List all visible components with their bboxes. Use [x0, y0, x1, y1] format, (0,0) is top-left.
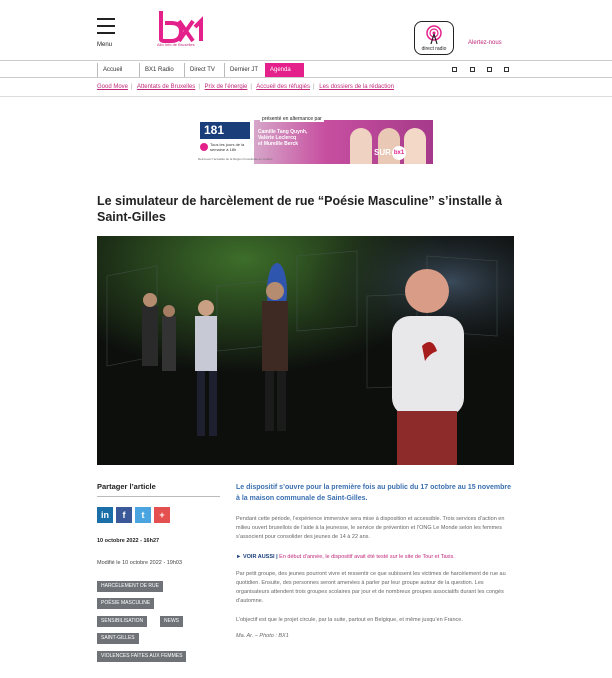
topic-link[interactable]: Attentats de Bruxelles	[136, 84, 196, 90]
see-also-label: ► VOIR AUSSI |	[236, 554, 278, 560]
tag[interactable]: POÉSIE MASCULINE	[97, 598, 154, 609]
tag[interactable]: SENSIBILISATION	[97, 616, 147, 627]
topics-bar: Good Move | Attentats de Bruxelles | Prix de l'énergie | Accueil des réfugiés | Les dossiers de la rédaction	[97, 84, 394, 90]
ad-number: 181	[200, 122, 250, 139]
topic-link[interactable]: Prix de l'énergie	[204, 84, 248, 90]
tab-accueil[interactable]: Accueil	[97, 63, 127, 77]
site-header	[0, 0, 612, 60]
modified-date: Modifié le 10 octobre 2022 - 19h03	[97, 560, 183, 566]
publish-date: 10 octobre 2022 - 16h27	[97, 538, 160, 544]
topic-link[interactable]: Accueil des réfugiés	[256, 84, 310, 90]
ad-bx1-logo: bx1	[392, 146, 406, 160]
search-icon[interactable]	[452, 67, 457, 72]
logo-subtitle: Allo Info de Bruxelles	[157, 42, 195, 47]
see-also	[236, 553, 516, 562]
tag[interactable]: VIOLENCES FAITES AUX FEMMES	[97, 651, 186, 662]
share-icon[interactable]	[487, 67, 492, 72]
topic-link[interactable]: Good Move	[97, 84, 129, 90]
more-share-icon[interactable]: +	[154, 507, 170, 523]
tag[interactable]: SAINT-GILLES	[97, 633, 139, 644]
account-icon[interactable]	[470, 67, 475, 72]
settings-icon[interactable]	[504, 67, 509, 72]
ad-footer-text: Retrouvez l'actualité de la Région bruxelloise en continu	[198, 157, 273, 161]
bx1-dot-icon	[200, 143, 208, 151]
tag[interactable]: HARCÈLEMENT DE RUE	[97, 581, 163, 592]
article-paragraph: Pendant cette période, l’expérience immersive sera mise à disposition et accessible. Trois services d’action en milieu ouvert bruxellois de l’aide à la jeunesse, le service de prévention et l’ONG Le Monde selon les femmes s’associent pour consolider des jeunes de 14 à 22 ans.	[236, 516, 505, 540]
direct-radio-button[interactable]	[414, 21, 454, 55]
tab-direct-tv[interactable]: Direct TV	[184, 63, 220, 77]
divider	[0, 96, 612, 97]
ad-intro: présenté en alternance par	[262, 116, 322, 122]
tab-agenda[interactable]: Agenda	[265, 63, 304, 77]
ad-presenter-names: Camille Tang Quynh, Valérie Leclercq et Mureille Berck	[258, 129, 308, 147]
main-nav	[0, 60, 612, 78]
ad-sur: SUR	[374, 148, 391, 157]
presenter-photo	[404, 128, 426, 164]
article-title: Le simulateur de harcèlement de rue “Poésie Masculine” s’installe à Saint-Gilles	[97, 194, 503, 224]
ad-schedule: Tous les jours de la semaine à 18h	[210, 142, 245, 152]
topic-link[interactable]: Les dossiers de la rédaction	[319, 84, 394, 90]
facebook-icon[interactable]: f	[116, 507, 132, 523]
twitter-icon[interactable]: t	[135, 507, 151, 523]
menu-label[interactable]: Menu	[97, 42, 113, 48]
article-lead: Le dispositif s’ouvre pour la première fois au public du 17 octobre au 15 novembre à la maison communale de Saint-Gilles.	[236, 484, 512, 502]
divider	[97, 496, 220, 497]
tab-dernier-jt[interactable]: Dernier JT	[224, 63, 263, 77]
tag[interactable]: NEWS	[160, 616, 183, 627]
radio-antenna-icon	[424, 25, 444, 45]
see-also-link[interactable]: En début d’année, le dispositif avait été testé sur le site de Tour et Taxis.	[279, 554, 455, 560]
article-hero-image	[97, 236, 514, 465]
direct-radio-label: direct radio	[421, 46, 447, 52]
tab-bx1-radio[interactable]: BX1 Radio	[139, 63, 179, 77]
article-paragraph: Par petit groupe, des jeunes pourront vivre et ressentir ce que subissent les victimes de harcèlement de rue au quotidien. Ensuite, des personnes seront amenées à parler par leur groupe autour de la question. Les organisateurs attendent trois groupes scolaires par jour et de nombreux groupes associatifs durant les congés d’automne.	[236, 571, 506, 604]
presenter-photo	[350, 128, 372, 164]
alert-link[interactable]: Alertez-nous	[468, 40, 502, 46]
share-title: Partager l’article	[97, 482, 156, 491]
article-paragraph: L’objectif est que le projet circule, par la suite, partout en Belgique, et même jusqu’en France.	[236, 617, 463, 623]
menu-icon[interactable]	[97, 18, 117, 39]
photo-credit: Ma. Ar. – Photo : BX1	[236, 633, 289, 639]
linkedin-icon[interactable]: in	[97, 507, 113, 523]
